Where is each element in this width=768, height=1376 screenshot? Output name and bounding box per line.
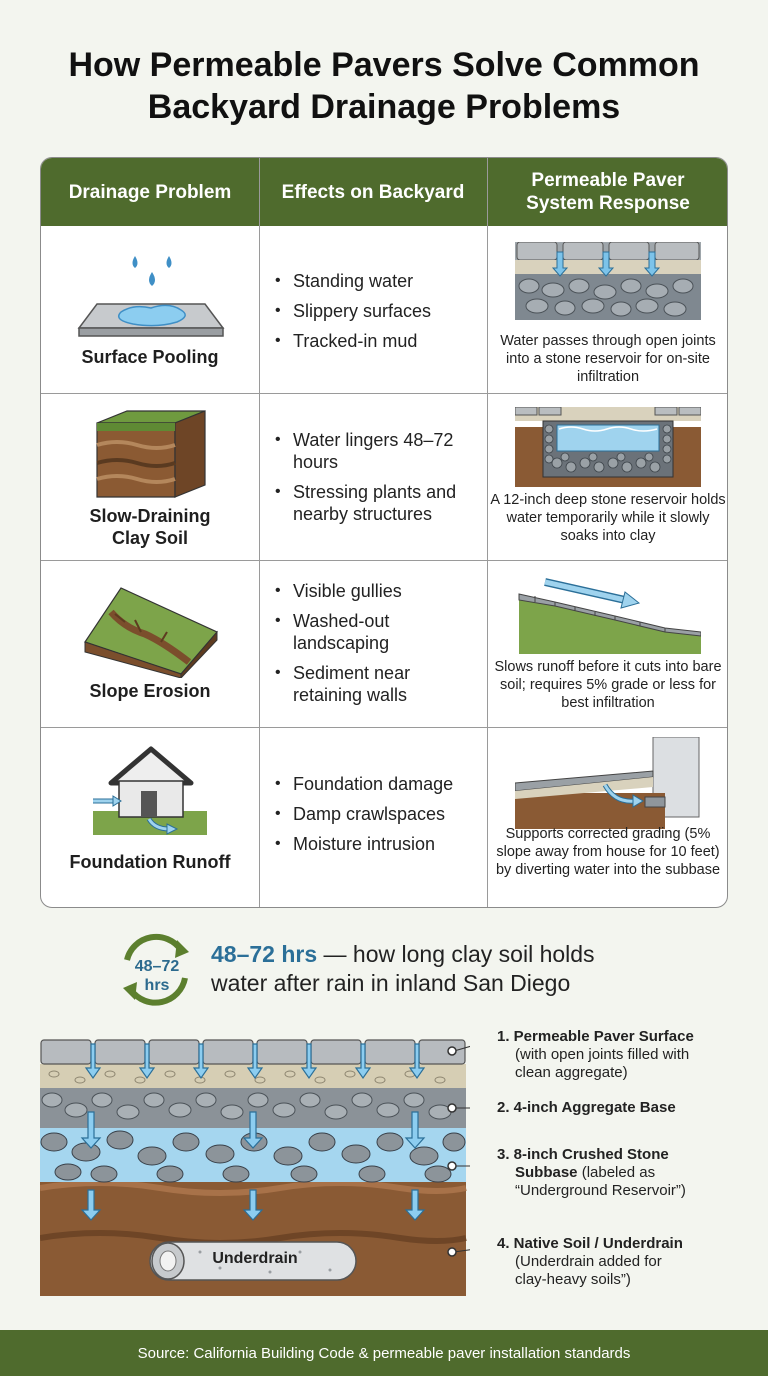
problem-label-line-2: Clay Soil [111,528,189,548]
header-response [487,158,728,226]
table-row [41,727,727,908]
grading-diversion-icon [515,737,701,829]
legend-item [497,1146,747,1200]
problem-label [41,505,259,549]
stat-text [211,940,731,998]
effects-list [271,580,481,714]
response-text: Water passes through open joints into a stone reservoir for on-site infiltration [500,333,716,385]
legend-detail: “Underground Reservoir”) [515,1182,686,1199]
source-text: Source: California Building Code & permeable paver installation standards [137,1344,631,1362]
source-footer [0,1330,768,1376]
list-item: • Foundation damage [271,773,481,795]
stat-highlight: 48–72 hrs [211,941,318,967]
legend-item [497,1099,747,1117]
stat-circle-label [121,957,193,995]
list-item: • Slippery surfaces [271,300,481,322]
table-row [41,226,727,393]
title-line-2: Backyard Drainage Problems [147,88,621,126]
underdrain-label: Underdrain [212,1250,298,1267]
stat-circle-line-1: 48–72 [134,958,180,975]
response-text: Slows runoff before it cuts into bare soil; requires 5% grade or less for best infiltration [494,659,722,711]
legend-detail: (labeled as [577,1164,656,1181]
page-title [0,44,768,128]
stat-text-line-1: — how long clay soil holds [317,941,595,967]
list-item: • Standing water [271,270,481,292]
stat-text-line-2: water after rain in inland San Diego [211,970,571,996]
header-problem: Drainage Problem [68,181,232,203]
effects-list [271,429,481,533]
table-row [41,560,727,727]
legend-item [497,1235,747,1289]
header-effects: Effects on Backyard [281,181,465,203]
legend-detail: clean aggregate) [515,1064,628,1081]
problem-label: Surface Pooling [81,347,219,367]
problem-label: Slope Erosion [89,681,211,701]
eroded-slope-icon [81,582,221,678]
legend-detail: clay-heavy soils”) [515,1271,631,1288]
slope-runoff-icon [515,574,701,654]
legend-detail: (Underdrain added for [515,1253,662,1270]
header-response-line-1: Permeable Paver [531,170,685,191]
table-header [41,158,727,226]
drainage-table [40,157,728,908]
problem-label: Foundation Runoff [69,852,231,872]
response-text: Supports corrected grading (5% slope away from house for 10 feet) by diverting water into the subbase [495,826,721,878]
table-row [41,393,727,560]
list-item: • Sediment near retaining walls [271,662,481,706]
effects-list [271,773,481,863]
stat-circle-line-2: hrs [144,977,170,994]
response-text: A 12-inch deep stone reservoir holds water temporarily while it slowly soaks into clay [490,492,726,544]
list-item: • Stressing plants and nearby structures [271,481,481,525]
list-item: • Water lingers 48–72 hours [271,429,481,473]
legend-title: Subbase [515,1164,578,1181]
soil-layers-icon [93,407,209,501]
list-item: • Damp crawlspaces [271,803,481,825]
legend-title: 4. Native Soil / Underdrain [497,1235,683,1252]
legend-detail: (with open joints filled with [515,1046,690,1063]
list-item: • Tracked-in mud [271,330,481,352]
problem-label-line-1: Slow-Draining [89,506,211,526]
stone-reservoir-icon [515,407,701,487]
title-line-1: How Permeable Pavers Solve Common [68,46,700,84]
house-runoff-icon [91,745,211,837]
legend-title: 2. 4-inch Aggregate Base [497,1099,676,1116]
list-item: • Moisture intrusion [271,833,481,855]
legend-title: 3. 8-inch Crushed Stone [497,1146,669,1163]
header-response-line-2: System Response [526,193,690,214]
effects-list [271,270,481,360]
paver-infiltration-icon [515,242,701,320]
legend-title: 1. Permeable Paver Surface [497,1028,694,1045]
water-drops-puddle-icon [77,248,225,340]
legend-item [497,1028,747,1082]
list-item: • Washed-out landscaping [271,610,481,654]
list-item: • Visible gullies [271,580,481,602]
